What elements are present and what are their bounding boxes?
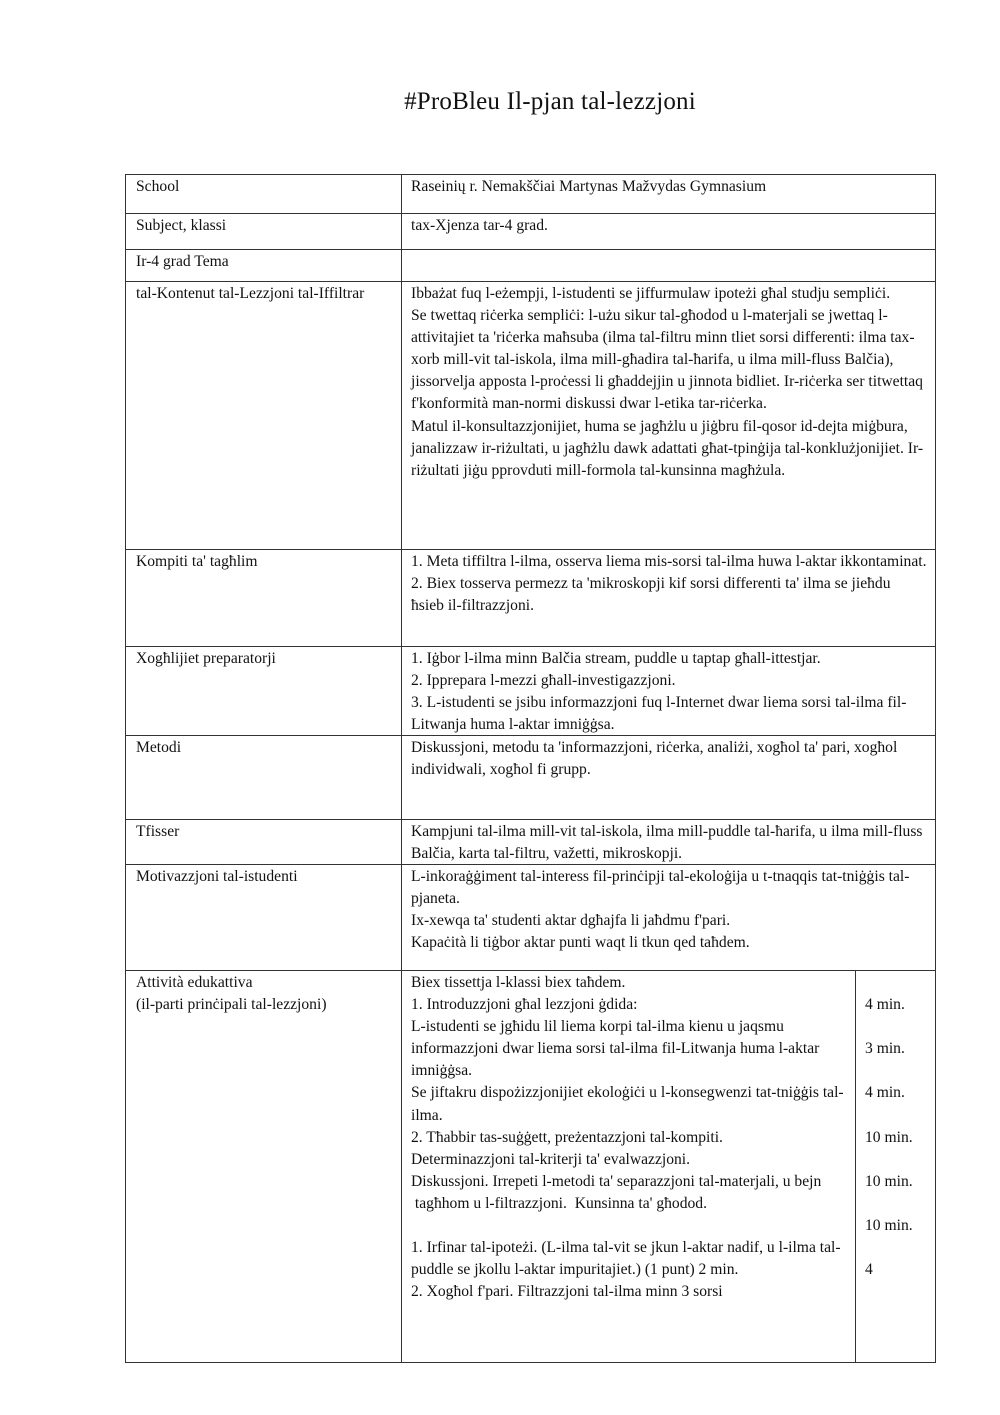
attivita-content [402, 971, 935, 1362]
school-label: School [126, 175, 402, 213]
times-blank-1 [865, 972, 929, 994]
row-kontenut [126, 281, 935, 549]
attivita-spacer [411, 1215, 847, 1237]
kontenut-label: tal-Kontenut tal-Lezzjoni tal-Iffiltrar [126, 282, 402, 549]
subject-label: Subject, klassi [126, 214, 402, 249]
times-blank-7 [865, 1237, 929, 1259]
row-subject [126, 213, 935, 249]
subject-value: tax-Xjenza tar-4 grad. [411, 217, 548, 234]
tema-value [402, 250, 935, 281]
kontenut-paragraph-2: Se twettaq riċerka sempliċi: l-użu sikur tal-għodod u l-materjali se jwettaq l-attivitajiet ta 'riċerka maħsuba (ilma tal-filtru minn tliet sorsi differenti: ilma tax-xorb mill-vit tal-iskola, ilma mill-għadira tal-ħarifa, u ilma mill-fluss Balčia), jissorvelja apposta l-proċessi li għaddejjin u jinnota bidliet. Ir-riċerka ser titwettaq f'konformità man-normi diskussi dwar l-etika tar-riċerka. [411, 307, 923, 413]
time-4: 10 min. [865, 1128, 913, 1146]
time-1: 4 min. [865, 996, 905, 1014]
row-school [126, 175, 935, 213]
row-attivita [126, 970, 935, 1362]
xoghlijiet-label: Xogħlijiet preparatorji [126, 647, 402, 735]
row-xoghlijiet [126, 646, 935, 735]
motivazzjoni-item-3: Kapaċità li tiġbor aktar punti waqt li tkun qed taħdem. [411, 934, 750, 952]
xoghlijiet-value [402, 647, 935, 735]
time-6: 10 min. [865, 1217, 913, 1235]
times-blank-5 [865, 1149, 929, 1171]
attivita-label-line-1: Attività edukattiva [136, 974, 253, 991]
attivita-line-7: Diskussjoni. Irrepeti l-metodi ta' separazzjoni tal-materjali, u bejn [411, 1172, 822, 1190]
attivita-line-8: tagħhom u l-filtrazzjoni. Kunsinna ta' għodod. [411, 1194, 707, 1212]
attivita-line-6: Determinazzjoni tal-kriterji ta' evalwazzjoni. [411, 1150, 691, 1168]
motivazzjoni-item-1: L-inkoraġġiment tal-interess fil-prinċipji tal-ekoloġija u t-tnaqqis tat-tniġġis tal-pjaneta. [411, 868, 910, 908]
xoghlijiet-item-1: 1. Iġbor l-ilma minn Balčia stream, puddle u taptap għall-ittestjar. [411, 650, 821, 667]
tfisser-value: Kampjuni tal-ilma mill-vit tal-iskola, ilma mill-puddle tal-ħarifa, u ilma mill-fluss Balčia, karta tal-filtru, važetti, mikroskopji. [411, 823, 923, 863]
attivita-text [402, 971, 856, 1362]
attivita-line-5: 2. Tħabbir tas-suġġett, preżentazzjoni tal-kompiti. [411, 1128, 723, 1146]
attivita-times [856, 971, 935, 1362]
kontenut-value [402, 282, 935, 549]
attivita-line-10: 2. Xogħol f'pari. Filtrazzjoni tal-ilma minn 3 sorsi [411, 1283, 723, 1301]
attivita-line-4: Se jiftakru dispożizzjonijiet ekoloġiċi u l-konsegwenzi tat-tniġġis tal-ilma. [411, 1084, 844, 1124]
xoghlijiet-item-2: 2. Ipprepara l-mezzi għall-investigazzjoni. [411, 672, 676, 690]
times-blank-2 [865, 1016, 929, 1038]
metodi-label: Metodi [126, 736, 402, 819]
motivazzjoni-item-2: Ix-xewqa ta' studenti aktar dgħajfa li jaħdmu f'pari. [411, 912, 731, 930]
kompiti-label: Kompiti ta' tagħlim [126, 550, 402, 646]
kontenut-paragraph-3: Matul il-konsultazzjonijiet, huma se jagħżlu u jiġbru fil-qosor id-dejta miġbura, janalizzaw ir-riżultati, u jagħżlu dawk adattati għat-tpinġija tal-konklużjonijiet. Ir-riżultati jiġu pprovduti mill-formola tal-kunsinna magħżula. [411, 417, 924, 479]
row-tfisser [126, 819, 935, 864]
time-2: 3 min. [865, 1040, 905, 1058]
motivazzjoni-label: Motivazzjoni tal-istudenti [126, 865, 402, 970]
time-7: 4 [865, 1261, 873, 1279]
time-3: 4 min. [865, 1084, 905, 1102]
attivita-line-9: 1. Irfinar tal-ipoteżi. (L-ilma tal-vit se jkun l-aktar nadif, u l-ilma tal-puddle se jkollu l-aktar impuritajiet.) (1 punt) 2 min. [411, 1239, 841, 1279]
page-title: #ProBleu Il-pjan tal-lezzjoni [404, 88, 696, 115]
motivazzjoni-value [402, 865, 935, 970]
row-metodi [126, 735, 935, 819]
kompiti-value [402, 550, 935, 646]
attivita-label [126, 971, 402, 1362]
tema-label: Ir-4 grad Tema [126, 250, 402, 281]
metodi-value: Diskussjoni, metodu ta 'informazzjoni, riċerka, analiżi, xogħol ta' pari, xogħol individwali, xogħol fi grupp. [411, 739, 898, 779]
attivita-line-3: L-istudenti se jgħidu lil liema korpi tal-ilma kienu u jaqsmu informazzjoni dwar liema sorsi tal-ilma fil-Litwanja huma l-aktar imniġġsa. [411, 1018, 820, 1080]
row-motivazzjoni [126, 864, 935, 970]
attivita-line-2: 1. Introduzzjoni għal lezzjoni ġdida: [411, 996, 638, 1014]
school-value: Raseinių r. Nemakščiai Martynas Mažvydas Gymnasium [411, 178, 767, 195]
lesson-plan-table [125, 174, 936, 1363]
row-kompiti [126, 549, 935, 646]
attivita-label-line-2: (il-parti prinċipali tal-lezzjoni) [136, 996, 327, 1014]
times-blank-3 [865, 1060, 929, 1082]
times-blank-6 [865, 1193, 929, 1215]
attivita-line-1: Biex tissettja l-klassi biex taħdem. [411, 974, 626, 991]
times-blank-4 [865, 1105, 929, 1127]
time-5: 10 min. [865, 1172, 913, 1190]
kompiti-item-2: 2. Biex tosserva permezz ta 'mikroskopji kif sorsi differenti ta' ilma se jieħdu ħsieb il-filtrazzjoni. [411, 575, 891, 615]
xoghlijiet-item-3: 3. L-istudenti se jsibu informazzjoni fuq l-Internet dwar liema sorsi tal-ilma fil-Litwanja huma l-aktar imniġġsa. [411, 694, 907, 734]
kontenut-paragraph-1: Ibbażat fuq l-eżempji, l-istudenti se jiffurmulaw ipoteżi għal studju sempliċi. [411, 285, 891, 302]
kompiti-item-1: 1. Meta tiffiltra l-ilma, osserva liema mis-sorsi tal-ilma huwa l-aktar ikkontaminat. [411, 553, 927, 570]
row-tema [126, 249, 935, 281]
tfisser-label: Tfisser [126, 820, 402, 864]
